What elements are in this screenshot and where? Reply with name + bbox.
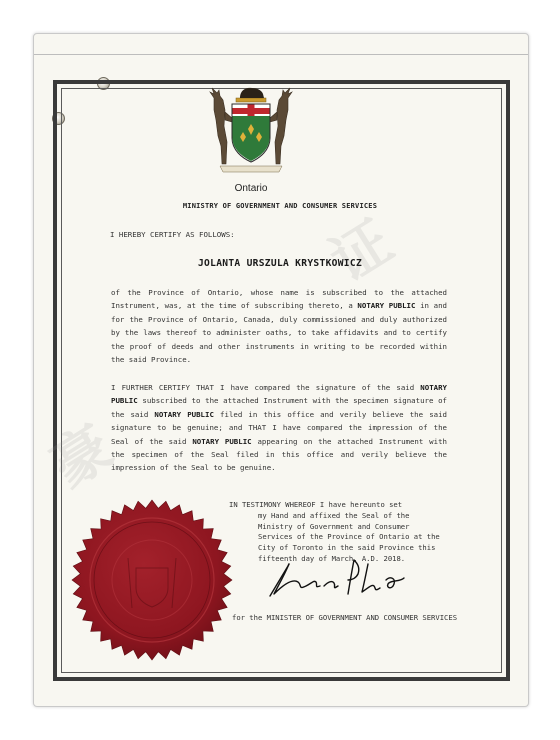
notary-public-term: NOTARY PUBLIC	[357, 301, 416, 311]
paragraph-text: I FURTHER CERTIFY THAT I have compared the signature of the said	[111, 383, 421, 392]
testimony-line: Ministry of Government and Consumer	[258, 521, 410, 531]
testimony-line: IN TESTIMONY WHEREOF I have hereunto set	[229, 500, 403, 509]
certification-paragraph-1	[111, 286, 447, 366]
handwritten-signature	[262, 556, 422, 602]
coat-of-arms-label: Ontario	[234, 183, 268, 194]
paragraph-text: appearing on the attached Instrument with the specimen of the Seal filed in this office and verily believe the impression of the Seal to be genuine.	[111, 436, 447, 473]
red-embossed-seal-icon	[70, 498, 234, 662]
minister-signature-caption: for the MINISTER OF GOVERNMENT AND CONSUMER SERVICES	[232, 613, 458, 622]
notary-public-term: NOTARY PUBLIC	[154, 409, 214, 419]
paragraph-text: of the Province of Ontario, whose name is subscribed to the attached Instrument, was, at the time of subscribing thereto, a	[111, 288, 447, 311]
testimony-line: fifteenth day of March, A.D. 2018.	[258, 553, 406, 563]
certify-intro: I HEREBY CERTIFY AS FOLLOWS:	[110, 230, 235, 239]
testimony-line: Services of the Province of Ontario at the	[258, 532, 440, 542]
paragraph-text: subscribed to the attached Instrument with the specimen signature of the said	[111, 396, 447, 419]
paragraph-text: filed in this office and verily believe the said signature to be genuine; and THAT I have compared the impression of the Seal of the said	[111, 409, 447, 446]
ministry-heading: MINISTRY OF GOVERNMENT AND CONSUMER SERVICES	[182, 202, 378, 210]
testimony-line: City of Toronto in the said Province this	[258, 543, 436, 553]
testimony-line: my Hand and affixed the Seal of the	[258, 510, 410, 520]
top-rule	[34, 54, 528, 55]
ontario-coat-of-arms-icon	[206, 80, 296, 184]
paragraph-text: in and for the Province of Ontario, Canada, duly commissioned and duly authorized by the laws thereof to administer oaths, to take affidavits and to certify the proof of deeds and other instruments in writing to be recorded within the said Province.	[111, 301, 447, 365]
certified-person-name: JOLANTA URSZULA KRYSTKOWICZ	[197, 258, 363, 269]
notary-public-term: NOTARY PUBLIC	[111, 383, 447, 406]
notary-public-term: NOTARY PUBLIC	[192, 436, 252, 446]
certification-paragraph-2	[111, 381, 447, 475]
